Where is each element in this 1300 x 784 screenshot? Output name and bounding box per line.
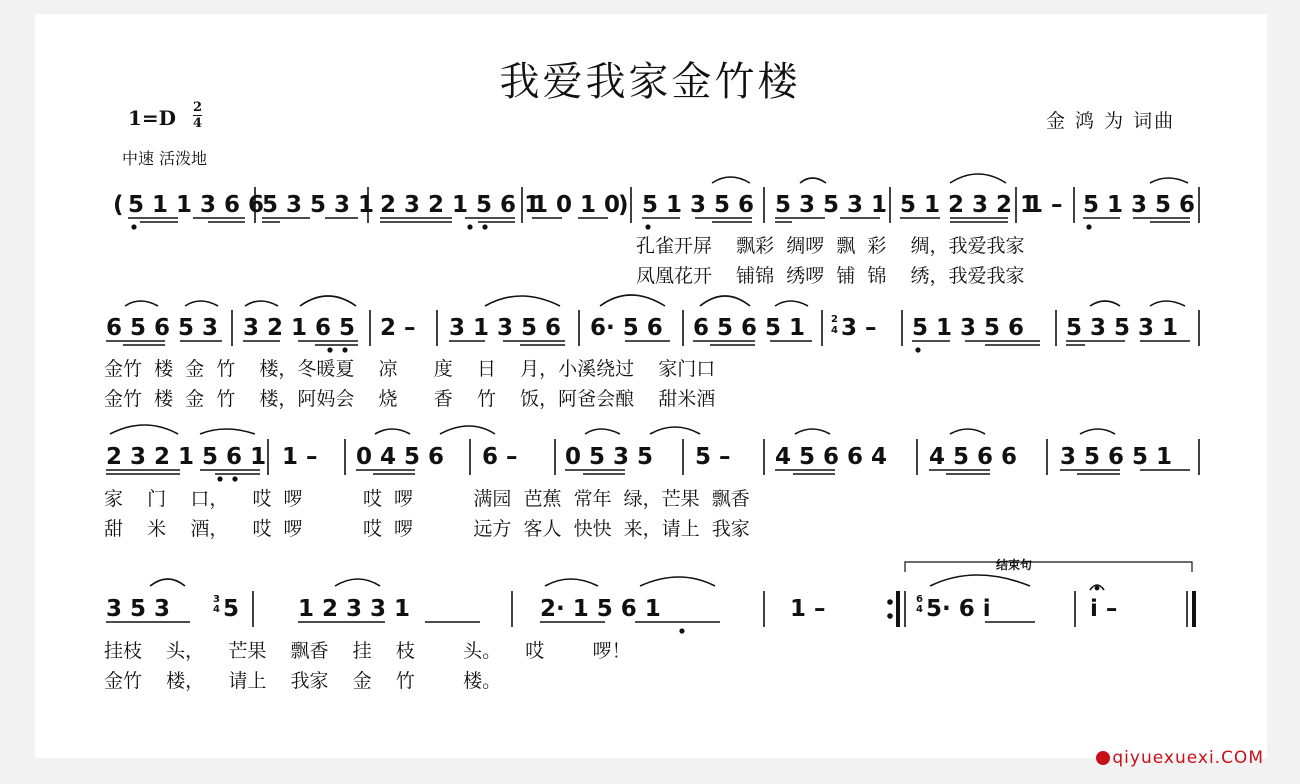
lyrics-row-1-verse-2: 凤凰花开 铺锦 绣啰 铺 锦 绣，我爱我家 [636,265,1025,287]
svg-text:3 –: 3 – [841,315,877,341]
svg-text:4: 4 [831,325,838,336]
svg-text:5 1 1 3 6 6: 5 1 1 3 6 6 [128,192,265,218]
notes [113,174,1199,229]
ending-phrase-label: 结束句 [996,558,1033,572]
svg-text:1 0 1 0: 1 0 1 0 [532,192,621,218]
watermark-logo-icon [1096,751,1110,765]
svg-text:3 2 1 6 5: 3 2 1 6 5 [243,315,356,341]
svg-text:6: 6 [916,594,923,605]
score-row-3 [0,420,1300,540]
lyrics-row-2-verse-2: 金竹 楼 金 竹 楼，阿妈会 烧 香 竹 饭，阿爸会酿 甜米酒 [104,388,716,410]
svg-text:5 –: 5 – [695,444,731,470]
song-title: 我爱我家金竹楼 [499,59,801,105]
notation-row-2 [0,298,1300,358]
time-signature [193,100,202,131]
notation-row-3 [0,420,1300,480]
lyrics-row-3-verse-2: 甜 米 酒， 哎 啰 哎 啰 远方 客人 快快 来，请上 我家 [104,518,750,540]
lyrics-row-4-verse-2: 金竹 楼， 请上 我家 金 竹 楼。 [104,670,502,692]
svg-text:2 3 2 1 5 6 1: 2 3 2 1 5 6 1 [106,444,267,470]
svg-text:2: 2 [831,314,838,325]
score-row-2 [0,298,1300,410]
svg-text:2 3 2 1 5 6 1: 2 3 2 1 5 6 1 [380,192,541,218]
svg-text:4: 4 [916,604,923,615]
lyrics-row-4-verse-1: 挂枝 头， 芒果 飘香 挂 枝 头。 哎 啰！ [104,640,631,662]
svg-text:5 3 5 3 1: 5 3 5 3 1 [262,192,375,218]
notation-row-1 [0,175,1300,235]
svg-text:4 5 6 6: 4 5 6 6 [929,444,1018,470]
svg-text:5 3 5 3 1: 5 3 5 3 1 [1066,315,1179,341]
svg-text:4: 4 [213,604,220,615]
svg-text:5· 6 i: 5· 6 i [926,596,991,622]
svg-text:0 4 5 6: 0 4 5 6 [356,444,445,470]
lyrics-row-3-verse-1: 家 门 口， 哎 啰 哎 啰 满园 芭蕉 常年 绿，芒果 飘香 [104,488,750,510]
svg-text:5 3 5 3 1: 5 3 5 3 1 [775,192,888,218]
svg-text:3 5 6 5 1: 3 5 6 5 1 [1060,444,1173,470]
svg-text:5 1 3 5 6: 5 1 3 5 6 [912,315,1025,341]
svg-text:3: 3 [213,594,220,605]
svg-text:5: 5 [223,596,240,622]
lyrics-row-1-verse-1: 孔雀开屏 飘彩 绸啰 飘 彩 绸，我爱我家 [636,235,1025,257]
composer-credit: 金 鸿 为 词曲 [1046,110,1176,132]
svg-text:6 5 6 5 1: 6 5 6 5 1 [693,315,806,341]
site-watermark [1096,748,1264,768]
svg-text:0 5 3 5: 0 5 3 5 [565,444,654,470]
notation-row-4 [0,572,1300,632]
svg-text:6 5 6 5 3: 6 5 6 5 3 [106,315,219,341]
time-denominator: 4 [193,116,203,131]
score-row-1 [0,175,1300,287]
svg-text:5 1 2 3 2 1: 5 1 2 3 2 1 [900,192,1037,218]
svg-text:): ) [618,192,629,218]
svg-text:5 1 3 5 6: 5 1 3 5 6 [1083,192,1196,218]
svg-text:6 –: 6 – [482,444,518,470]
svg-text:i –: i – [1090,596,1118,622]
svg-text:6· 5 6: 6· 5 6 [590,315,663,341]
svg-text:3 5 3: 3 5 3 [106,596,171,622]
svg-text:1 2 3 3 1: 1 2 3 3 1 [298,596,411,622]
watermark-text: qiyuexuexi.COM [1112,748,1264,768]
tempo-marking: 中速 活泼地 [122,149,208,168]
lyrics-row-2-verse-1: 金竹 楼 金 竹 楼，冬暖夏 凉 度 日 月，小溪绕过 家门口 [104,358,716,380]
svg-text:(: ( [113,192,124,218]
time-numerator: 2 [193,100,203,115]
score-row-4 [0,558,1300,692]
svg-text:1 –: 1 – [282,444,318,470]
svg-text:4 5 6 6 4: 4 5 6 6 4 [775,444,888,470]
key-signature: 1=D [128,106,177,130]
svg-text:2 –: 2 – [380,315,416,341]
svg-text:1 –: 1 – [1027,192,1063,218]
svg-text:5 1 3 5 6: 5 1 3 5 6 [642,192,755,218]
svg-text:1 –: 1 – [790,596,826,622]
svg-text:3 1 3 5 6: 3 1 3 5 6 [449,315,562,341]
svg-text:2· 1 5 6 1: 2· 1 5 6 1 [540,596,661,622]
